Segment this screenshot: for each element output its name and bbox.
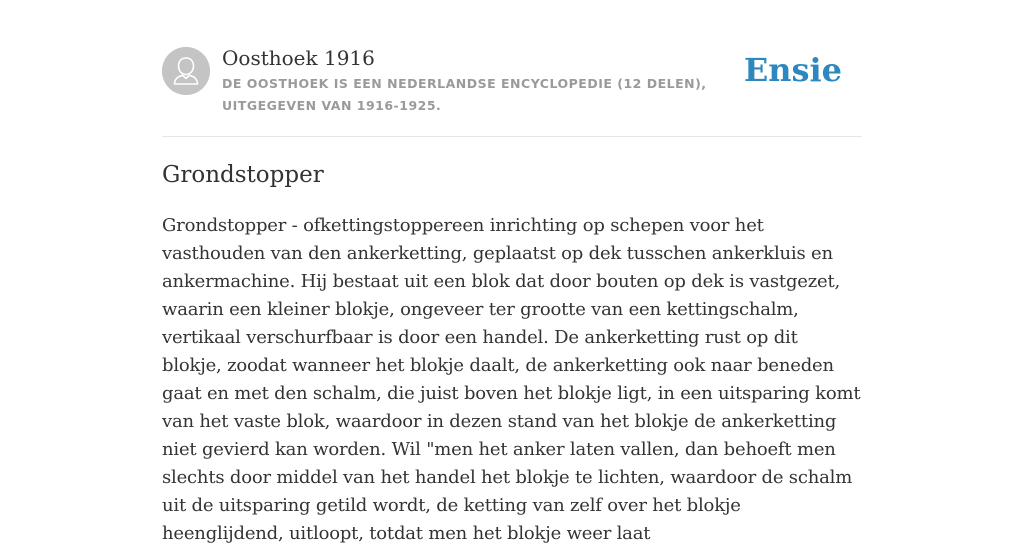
user-placeholder-icon <box>162 47 210 95</box>
source-description: DE OOSTHOEK IS EEN NEDERLANDSE ENCYCLOPEDIE (12 DELEN), UITGEGEVEN VAN 1916-1925. <box>222 76 707 113</box>
ensie-logo[interactable]: Ensie <box>743 51 842 89</box>
article-body: Grondstopper - ofkettingstoppereen inrichting op schepen voor het vasthouden van den ankerketting, geplaatst op dek tusschen ankerkluis en ankermachine. Hij bestaat uit een blok dat door bouten op dek is vastgezet, waarin een kleiner blokje, ongeveer ter grootte van een kettingschalm, vertikaal verschurfbaar is door een handel. De ankerketting rust op dit blokje, zoodat wanneer het blokje daalt, de ankerketting ook naar beneden gaat en met den schalm, die juist boven het blokje ligt, in een uitsparing komt van het vaste blok, waardoor in dezen stand van het blokje de ankerketting niet gevierd kan worden. Wil "men het anker laten vallen, dan behoeft men slechts door middel van het handel het blokje te lichten, waardoor de schalm uit de uitsparing getild wordt, de ketting van zelf over het blokje heenglijdend, uitloopt, totdat men het blokje weer laat <box>162 215 861 544</box>
source-name[interactable]: Oosthoek 1916 <box>222 46 375 70</box>
article-title: Grondstopper <box>162 162 324 188</box>
source-header <box>162 40 862 137</box>
